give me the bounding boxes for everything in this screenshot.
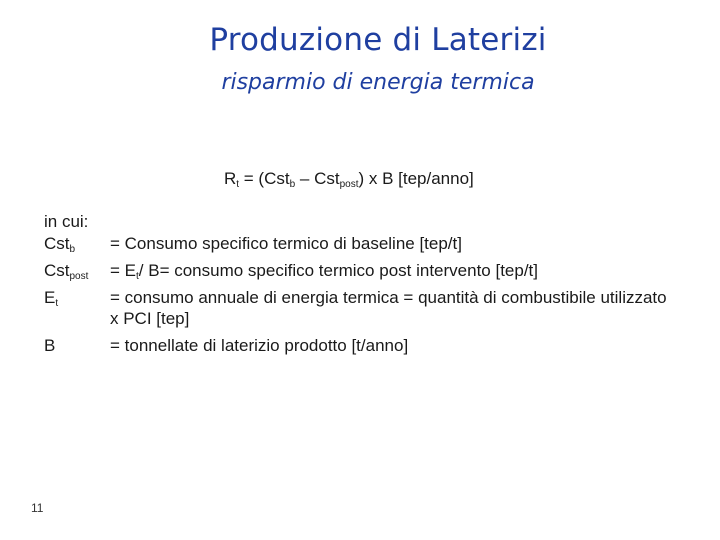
definition-text [110,287,670,335]
definition-row [44,335,670,362]
definition-row [44,233,670,260]
desc-pre: = E [110,261,136,280]
desc-pre: = tonnellate di laterizio prodotto [t/anno] [110,336,409,355]
desc-pre: = consumo annuale di energia termica = quantità di combustibile utilizzato x PCI [tep] [110,288,667,328]
definition-text [110,260,670,287]
formula-lhs: R [224,169,237,188]
symbol-main: Cst [44,261,70,280]
symbol-sub: t [55,298,59,309]
desc-pre: = Consumo specifico termico di baseline [tep/t] [110,234,462,253]
formula-sub-2: post [339,179,359,190]
symbol-sub: b [69,244,76,255]
definition-symbol [44,233,110,260]
definitions-intro: in cui: [44,212,89,231]
definition-row [44,287,670,335]
definition-symbol [44,260,110,287]
formula-part-2: – Cst [295,169,340,188]
formula-part-3: ) x B [tep/anno] [358,169,474,188]
definition-row [44,260,670,287]
desc-sub: t [136,271,139,282]
definitions-list [44,233,670,362]
page-number: 11 [31,501,44,515]
definition-text [110,335,670,362]
definition-text [110,233,670,260]
formula-sub-1: b [289,179,296,190]
symbol-main: B [44,336,56,355]
definitions-block [44,212,670,362]
definition-symbol [44,335,110,362]
desc-post: / B= consumo specifico termico post intervento [tep/t] [138,261,538,280]
formula-lhs-sub: t [236,179,240,190]
slide-subtitle: risparmio di energia termica [221,70,535,95]
formula [224,169,474,190]
definition-symbol [44,287,110,335]
formula-part-1: = (Cst [239,169,290,188]
symbol-sub: post [69,271,89,282]
symbol-main: E [44,288,56,307]
symbol-main: Cst [44,234,70,253]
slide-title: Produzione di Laterizi [209,22,547,58]
